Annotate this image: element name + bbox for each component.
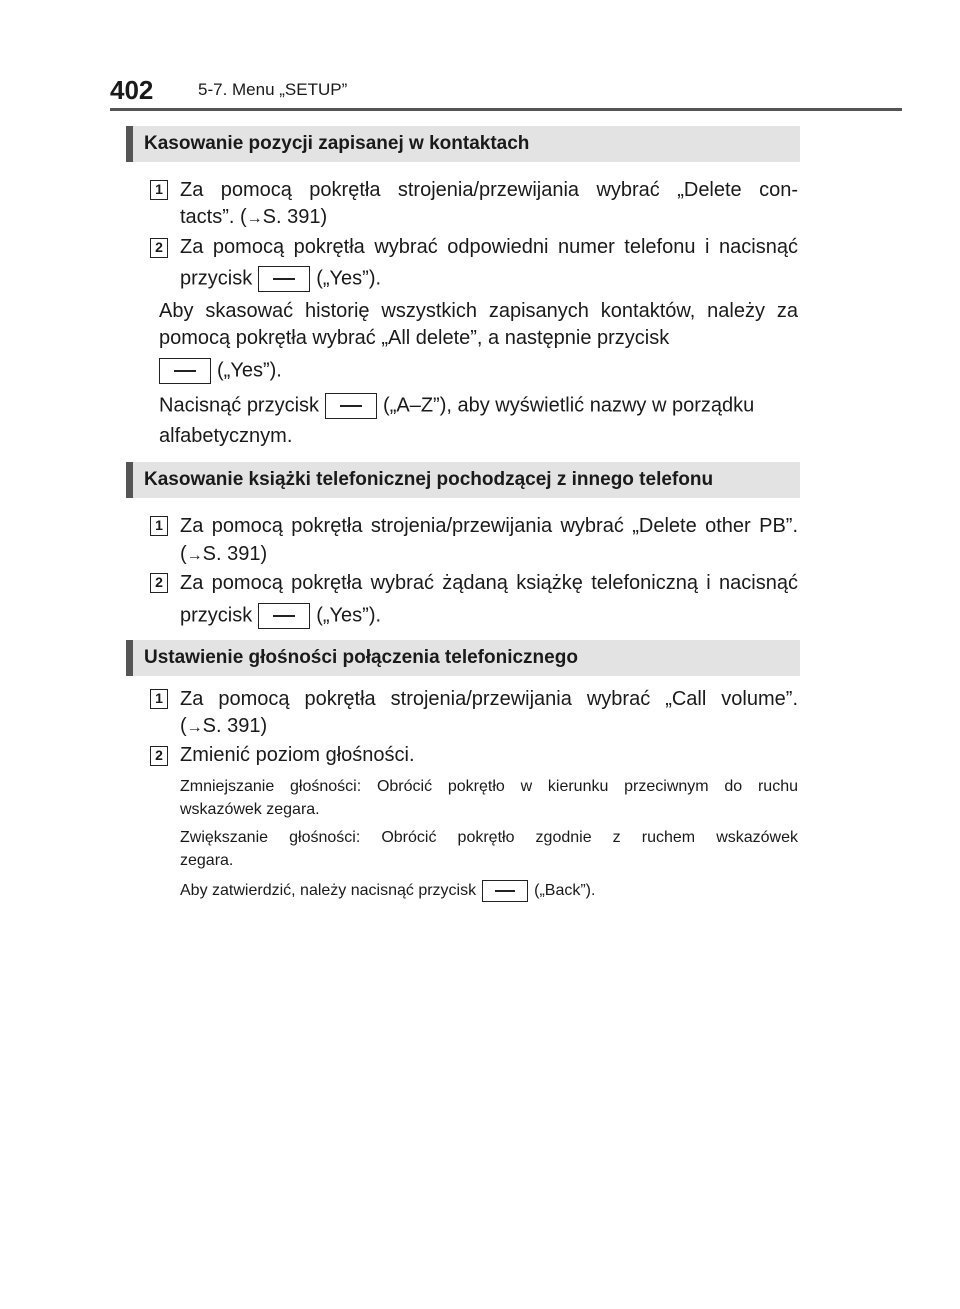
- section-heading: [126, 640, 800, 676]
- step-text: Zmienić poziom głośności.: [180, 744, 415, 766]
- step-text: Za pomocą pokrętła strojenia/przewijania wybrać „Delete con-: [180, 179, 798, 201]
- step-text-cont: tacts”. (→S. 391): [180, 206, 328, 228]
- step-number: 2: [150, 573, 168, 593]
- note-text: zegara.: [180, 852, 234, 869]
- note-text: („Yes”).: [159, 358, 282, 384]
- back-button-icon: [482, 880, 528, 902]
- arrow-right-icon: →: [246, 210, 263, 227]
- step-text: Za pomocą pokrętła wybrać odpowiedni numer telefonu i nacisnąć: [180, 236, 798, 258]
- heading-bar: [126, 640, 133, 676]
- note-text: Zmniejszanie głośności: Obrócić pokrętło w kierunku przeciwnym do ruchu: [180, 778, 798, 795]
- step-text: Za pomocą pokrętła wybrać żądaną książkę telefoniczną i nacisnąć: [180, 572, 798, 594]
- note-text: alfabetycznym.: [159, 425, 293, 447]
- note-text: pomocą pokrętła wybrać „All delete”, a następnie przycisk: [159, 327, 670, 349]
- heading-bar: [126, 462, 133, 498]
- step-text-cont: przycisk („Yes”).: [180, 266, 381, 292]
- note-text: Zwiększanie głośności: Obrócić pokrętło zgodnie z ruchem wskazówek: [180, 829, 798, 846]
- note-text: Aby zatwierdzić, należy nacisnąć przycisk („Back”).: [180, 880, 595, 902]
- step-text: Za pomocą pokrętła strojenia/przewijania wybrać „Call volume”.: [180, 688, 798, 710]
- page-number: 402: [110, 75, 154, 105]
- header-rule: [110, 108, 902, 111]
- step-number: 2: [150, 746, 168, 766]
- section-title: Ustawienie głośności połączenia telefonicznego: [144, 647, 578, 668]
- section-title: Kasowanie książki telefonicznej pochodzącej z innego telefonu: [144, 469, 714, 490]
- note-text: wskazówek zegara.: [180, 801, 320, 818]
- yes-button-icon: [159, 358, 211, 384]
- step-text-cont: (→S. 391): [180, 715, 268, 737]
- yes-button-icon: [258, 266, 310, 292]
- section-heading: [126, 126, 800, 162]
- az-button-icon: [325, 393, 377, 419]
- step-number: 2: [150, 238, 168, 258]
- heading-bar: [126, 126, 133, 162]
- note-text: Aby skasować historię wszystkich zapisanych kontaktów, należy za: [159, 300, 798, 322]
- note-text: Nacisnąć przycisk („A–Z”), aby wyświetlić nazwy w porządku: [159, 393, 754, 419]
- step-number: 1: [150, 516, 168, 536]
- page-header: [110, 76, 902, 112]
- step-text-cont: (→S. 391): [180, 543, 268, 565]
- step-text: Za pomocą pokrętła strojenia/przewijania wybrać „Delete other PB”.: [180, 515, 798, 537]
- step-number: 1: [150, 689, 168, 709]
- yes-button-icon: [258, 603, 310, 629]
- arrow-right-icon: →: [186, 547, 203, 564]
- section-title: Kasowanie pozycji zapisanej w kontaktach: [144, 133, 530, 154]
- section-heading: [126, 462, 800, 498]
- step-number: 1: [150, 180, 168, 200]
- chapter-title: 5-7. Menu „SETUP”: [198, 80, 348, 99]
- arrow-right-icon: →: [186, 719, 203, 736]
- step-text-cont: przycisk („Yes”).: [180, 603, 381, 629]
